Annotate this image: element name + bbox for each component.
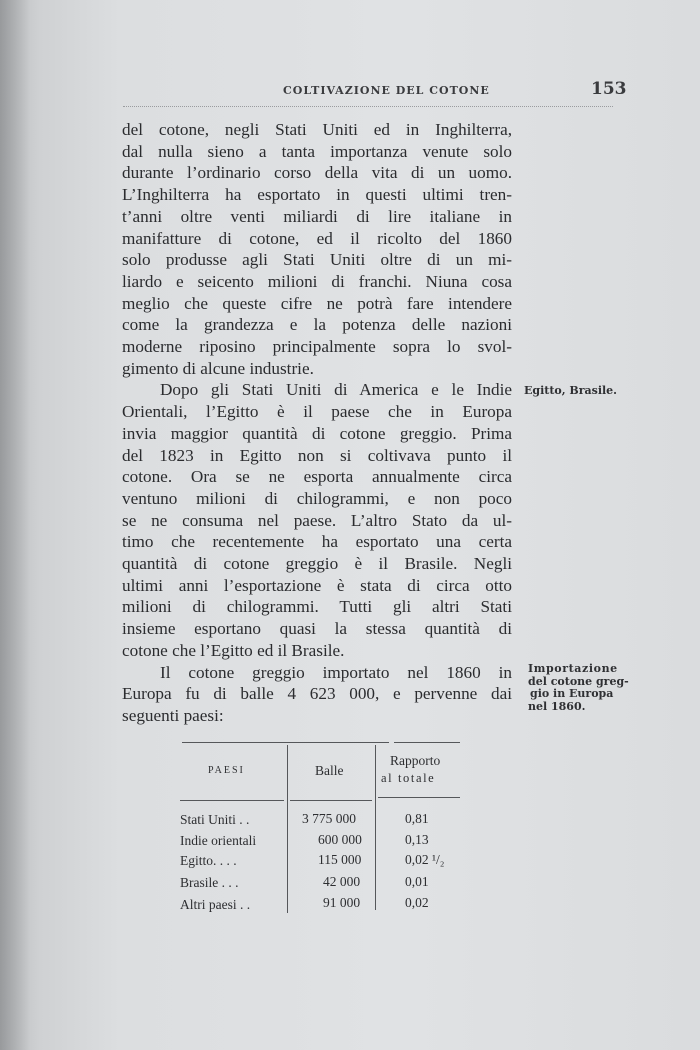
text-line: seguenti paesi: <box>122 705 224 725</box>
text-line: del cotone, negli Stati Uniti ed in Inghilterra, <box>122 120 512 139</box>
side-note-line: del cotone greg- <box>528 674 629 688</box>
text-line: meglio che queste cifre ne potrà fare intendere <box>122 293 512 313</box>
table-column-rule <box>375 745 376 910</box>
text-line: se ne consuma nel paese. L’altro Stato da ul- <box>122 510 512 530</box>
table-cell-balle: 91 000 <box>323 895 361 910</box>
table-header-paesi: PAESI <box>208 765 245 776</box>
table-header-totale: al totale <box>381 771 436 785</box>
table-cell-paese: Brasile . . . <box>180 875 239 890</box>
text-line: liardo e seicento milioni di franchi. Niuna cosa <box>122 271 512 291</box>
table-cell-balle: 115 000 <box>318 852 362 867</box>
table-top-rule <box>182 742 389 743</box>
page-number: 153 <box>591 79 627 99</box>
side-note-line: Egitto, Brasile. <box>524 384 618 397</box>
table-cell-rapporto: 0,81 <box>405 811 429 826</box>
text-line: invia maggior quantità di cotone greggio. Prima <box>122 423 512 443</box>
table-header-rule <box>290 800 372 801</box>
body-text <box>122 119 512 727</box>
text-line: come la grandezza e la potenza delle nazioni <box>122 315 512 335</box>
text-line: durante l’ordinario corso della vita di un uomo. <box>122 163 512 183</box>
table-header-rule <box>378 797 460 798</box>
table-cell-balle: 42 000 <box>323 874 361 889</box>
table-cell-rapporto: 0,01 <box>405 874 429 889</box>
table-column-rule <box>287 745 288 913</box>
text-line: manifatture di cotone, ed il ricolto del 1860 <box>122 228 512 248</box>
page-edge-shadow <box>0 0 30 1050</box>
table-header-balle: Balle <box>315 763 344 778</box>
running-header-title: COLTIVAZIONE DEL COTONE <box>283 84 490 97</box>
header-rule <box>123 106 613 107</box>
side-note-line: gio in Europa <box>530 687 614 700</box>
text-line: Europa fu di balle 4 623 000, e pervenne dai <box>122 684 512 704</box>
table-header-rule <box>180 800 284 801</box>
table-cell-rapporto: 0,13 <box>405 832 429 847</box>
table-cell-paese: Egitto. . . . <box>180 853 237 868</box>
text-line: t’anni oltre venti miliardi di lire italiane in <box>122 206 512 226</box>
text-line: cotone. Ora se ne esporta annualmente circa <box>122 467 512 487</box>
text-line: ventuno milioni di chilogrammi, e non poco <box>122 488 512 508</box>
side-note-line: Importazione <box>528 662 618 675</box>
text-line: gimento di alcune industrie. <box>122 358 314 378</box>
table-cell-rapporto: 0,02 ¹/₂ <box>405 852 445 867</box>
table-cell-paese: Indie orientali <box>180 833 257 848</box>
side-note-line: nel 1860. <box>528 699 586 713</box>
table-cell-paese: Altri paesi . . <box>180 897 251 912</box>
side-note-egitto-brasile <box>524 385 617 398</box>
table-header-rapporto: Rapporto <box>390 753 441 768</box>
text-line: Orientali, l’Egitto è il paese che in Europa <box>122 402 512 422</box>
table-cell-paese: Stati Uniti . . <box>180 812 250 827</box>
text-line: cotone che l’Egitto ed il Brasile. <box>122 640 345 660</box>
text-line: quantità di cotone greggio è il Brasile. Negli <box>122 554 512 574</box>
text-line: milioni di chilogrammi. Tutti gli altri Stati <box>122 597 512 617</box>
table-cell-rapporto: 0,02 <box>405 895 429 910</box>
text-line: timo che recentemente ha esportato una certa <box>122 532 512 552</box>
table-cell-balle: 600 000 <box>318 832 362 847</box>
text-line: moderne riposino principalmente sopra lo svol- <box>122 337 512 357</box>
side-note-importazione <box>528 663 629 713</box>
table-top-rule <box>394 742 460 743</box>
text-line: Dopo gli Stati Uniti di America e le Indie <box>160 380 512 400</box>
text-line: ultimi anni l’esportazione è stata di circa otto <box>122 575 512 595</box>
text-line: L’Inghilterra ha esportato in questi ultimi tren- <box>122 185 512 205</box>
table-cell-balle: 3 775 000 <box>302 811 356 826</box>
text-line: Il cotone greggio importato nel 1860 in <box>160 662 512 682</box>
text-line: solo produsse agli Stati Uniti oltre di un mi- <box>122 250 512 270</box>
text-line: insieme esportano quasi la stessa quantità di <box>122 619 512 639</box>
text-line: dal nulla sieno a tanta importanza venute solo <box>122 141 512 161</box>
text-line: del 1823 in Egitto non si coltivava punto il <box>122 445 512 465</box>
